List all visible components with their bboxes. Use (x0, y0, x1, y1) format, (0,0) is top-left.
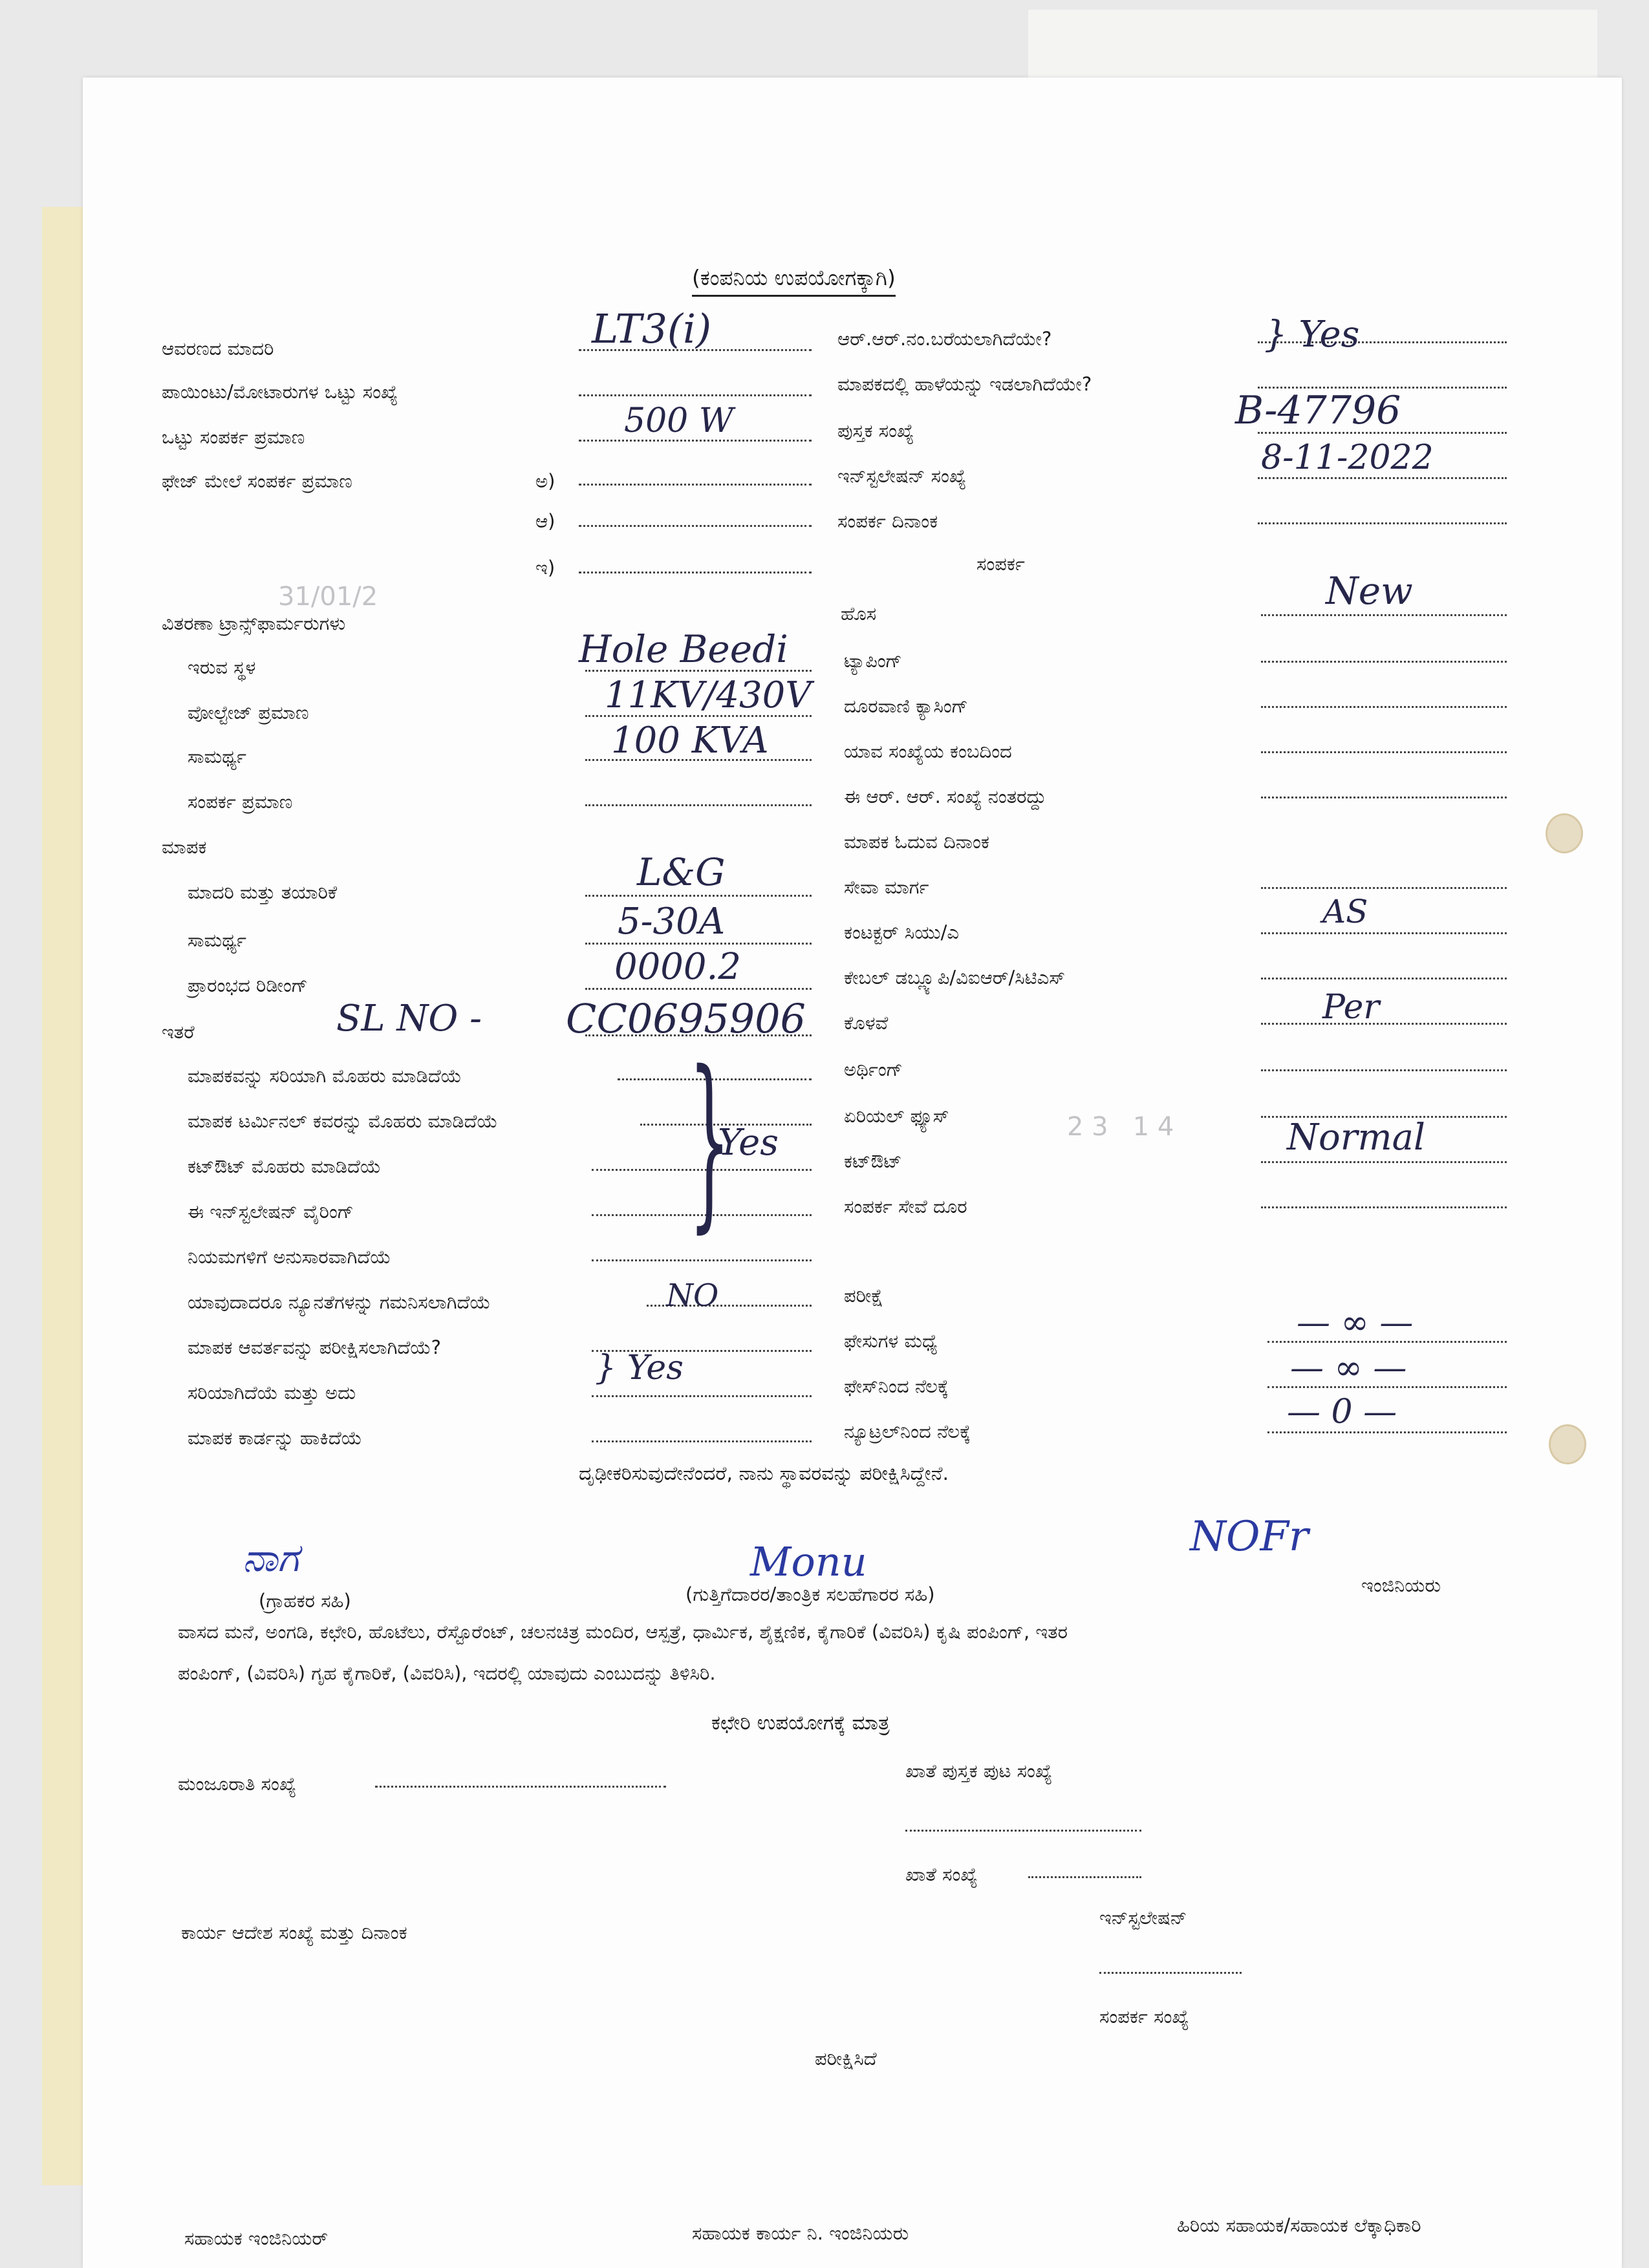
label-initial-reading: ಪ್ರಾರಂಭದ ರಿಡೀಂಗ್ (188, 974, 308, 996)
footer-aee: ಸಹಾಯಕ ಕಾರ್ಯ ನಿ. ಇಂಜಿನಿಯರು (692, 2222, 909, 2244)
customer-sign-label: (ಗ್ರಾಹಕರ ಸಹಿ) (259, 1590, 351, 1612)
label-transformers: ವಿತರಣಾ ಟ್ರಾನ್ಸ್‌ಫಾರ್ಮರುಗಳು (162, 612, 346, 634)
label-phone-casing: ದೂರವಾಣಿ ಕ್ಯಾಸಿಂಗ್ (844, 695, 968, 717)
label-installation-no: ಇನ್‌ಸ್ಟಲೇಷನ್ ಸಂಖ್ಯೆ (837, 465, 967, 487)
label-aerial-fuse: ಏರಿಯಲ್ ಫ್ಯೂಸ್ (844, 1105, 949, 1127)
label-others: ಇತರೆ (162, 1021, 195, 1043)
punch-hole (1549, 1424, 1586, 1464)
field-line (585, 988, 812, 990)
label-account-no: ಖಾತೆ ಸಂಖ್ಯೆ (905, 1863, 978, 1885)
label-phase-a: ಅ) (535, 470, 555, 492)
handwritten-book-no: B-47796 (1235, 388, 1401, 433)
label-tapping: ಟ್ಯಾಪಿಂಗ್ (844, 650, 902, 672)
field-line (1261, 751, 1507, 753)
faint-stamp: 31/01/2 (278, 582, 378, 612)
label-connection: ಸಂಪರ್ಕ (976, 553, 1025, 575)
handwritten-model: LT3(i) (592, 305, 712, 352)
handwritten-capacity: 100 KVA (611, 720, 769, 762)
label-reading-date: ಮಾಪಕ ಓದುವ ದಿನಾಂಕ (844, 831, 989, 853)
label-phase-earth: ಫೇಸ್‌ನಿಂದ ನೆಲಕ್ಕೆ (844, 1375, 949, 1397)
label-rules: ನಿಯಮಗಳಿಗೆ ಅನುಸಾರವಾಗಿದೆಯೆ (188, 1246, 391, 1268)
field-line (1261, 797, 1507, 798)
usage-line-1: ವಾಸದ ಮನೆ, ಅಂಗಡಿ, ಕಛೇರಿ, ಹೊಟೆಲು, ರೆಸ್ಟೊರೆಂಟ್, ಚಲನಚಿತ್ರ ಮಂದಿರ, ಆಸ್ಪತ್ರೆ, ಧಾರ್ಮಿಕ, ಶೈಕ್ಷಣಿಕ, ಕೈಗಾರಿಕೆ (ವಿವರಿಸಿ) ಕೃಷಿ ಪಂಪಿಂಗ್, ಇತರ (178, 1621, 1068, 1643)
label-between-phases: ಫೇಸುಗಳ ಮಧ್ಯೆ (844, 1330, 938, 1352)
label-total-load: ಒಟ್ಟು ಸಂಪರ್ಕ ಪ್ರಮಾಣ (162, 426, 305, 448)
label-phase-b: ಆ) (535, 510, 555, 532)
handwritten-meter-capacity: 5-30A (618, 901, 726, 943)
field-line (585, 943, 812, 945)
label-points-total: ಪಾಯಿಂಟು/ಮೋಟಾರುಗಳ ಒಟ್ಟು ಸಂಖ್ಯೆ (162, 381, 398, 403)
declaration: ದೃಢೀಕರಿಸುವುದೇನೆಂದರೆ, ನಾನು ಸ್ಥಾವರವನ್ನು ಪರೀಕ್ಷಿಸಿದ್ದೇನೆ. (579, 1462, 949, 1485)
label-meter-capacity: ಸಾಮರ್ಥ್ಯ (188, 929, 246, 951)
label-conn-date: ಸಂಪರ್ಕ ದಿನಾಂಕ (837, 510, 938, 532)
label-checked: ಪರೀಕ್ಷಿಸಿದೆ (815, 2048, 877, 2070)
handwritten-rotation-yes: } Yes (595, 1349, 684, 1387)
handwritten-initial-reading: 0000.2 (614, 946, 741, 988)
field-line (1099, 1972, 1242, 1974)
handwritten-location: Hole Beedi (579, 627, 788, 671)
label-ledger-page: ಖಾತೆ ಪುಸ್ತಕ ಪುಟ ಸಂಖ್ಯೆ (905, 1760, 1053, 1782)
field-line (592, 1259, 812, 1261)
handwritten-seal-yes: Yes (718, 1122, 779, 1164)
field-line (1261, 978, 1507, 979)
label-phase-load: ಫೇಜ್ ಮೇಲೆ ಸಂಪರ್ಕ ಪ್ರಮಾಣ (162, 470, 352, 492)
footer-accounts: ಹಿರಿಯ ಸಹಾಯಕ/ಸಹಾಯಕ ಲೆಕ್ಕಾಧಿಕಾರಿ (1177, 2214, 1421, 2236)
label-meter-card: ಮಾಪಕ ಕಾರ್ಡನ್ನು ಹಾಕಿದೆಯೆ (188, 1427, 362, 1449)
faint-stamp: 2 3 1 4 (1067, 1112, 1174, 1142)
label-contactor: ಕಂಟಕ್ಟರ್ ಸಿಯು/ಎ (844, 921, 959, 943)
label-model: ಆವರಣದ ಮಾದರಿ (162, 337, 274, 359)
handwritten-phase-earth: — ∞ — (1290, 1349, 1407, 1387)
field-line (1028, 1876, 1141, 1878)
engineer-sign-label: ಇಂಜಿನಿಯರು (1361, 1574, 1441, 1596)
field-line (1261, 932, 1507, 934)
handwritten-total-load: 500 W (624, 401, 734, 440)
label-terminal-sealed: ಮಾಪಕ ಟರ್ಮಿನಲ್ ಕವರನ್ನು ಮೊಹರು ಮಾಡಿದೆಯೆ (188, 1110, 498, 1132)
field-line (579, 525, 812, 527)
label-meter: ಮಾಪಕ (162, 836, 207, 858)
field-line (1261, 1206, 1507, 1208)
field-line (1258, 477, 1507, 479)
handwritten-new: New (1326, 569, 1413, 613)
label-distance: ಸಂಪರ್ಕ ಸೇವೆ ದೂರ (844, 1195, 967, 1217)
label-cutout-sealed: ಕಟ್‌ಔಟ್ ಮೊಹರು ಮಾಡಿದೆಯೆ (188, 1155, 382, 1177)
field-line (1258, 522, 1507, 524)
label-neutral-earth: ನ್ಯೂಟ್ರಲ್‌ನಿಂದ ನೆಲಕ್ಕೆ (844, 1420, 971, 1442)
handwritten-voltage: 11KV/430V (605, 674, 812, 716)
page-title: (ಕಂಪನಿಯ ಉಪಯೋಗಕ್ಕಾಗಿ) (692, 265, 896, 297)
label-rr-written: ಆರ್.ಆರ್.ನಂ.ಬರೆಯಲಾಗಿದೆಯೇ? (837, 328, 1052, 350)
field-line (585, 804, 812, 806)
field-line (1261, 1023, 1507, 1025)
label-make: ಮಾದರಿ ಮತ್ತು ತಯಾರಿಕೆ (188, 881, 338, 903)
label-defects: ಯಾವುದಾದರೂ ನ್ಯೂನತೆಗಳನ್ನು ಗಮನಿಸಲಾಗಿದೆಯೆ (188, 1291, 491, 1313)
label-rr-cancel: ಈ ಆರ್. ಆರ್. ಸಂಖ್ಯೆ ನಂತರದ್ದು (844, 786, 1047, 808)
handwritten-contactor: AS (1322, 893, 1368, 930)
handwritten-serial: CC0695906 (566, 995, 806, 1042)
label-conn-load: ಸಂಪರ್ಕ ಪ್ರಮಾಣ (188, 791, 293, 813)
handwritten-make: L&G (637, 850, 726, 894)
label-earthing: ಅರ್ಥಿಂಗ್ (844, 1058, 903, 1080)
field-line (579, 484, 812, 486)
label-work-order: ಕಾರ್ಯ ಆದೇಶ ಸಂಖ್ಯೆ ಮತ್ತು ದಿನಾಂಕ (181, 1921, 407, 1943)
field-line (592, 1440, 812, 1442)
label-sealed: ಮಾಪಕವನ್ನು ಸರಿಯಾಗಿ ಮೊಹರು ಮಾಡಿದೆಯೆ (188, 1065, 462, 1087)
label-voltage: ವೋಲ್ಟೇಜ್ ಪ್ರಮಾಣ (188, 701, 309, 723)
field-line (585, 895, 812, 897)
field-line (1261, 1069, 1507, 1071)
usage-line-2: ಪಂಪಿಂಗ್, (ವಿವರಿಸಿ) ಗೃಹ ಕೈಗಾರಿಕೆ, (ವಿವರಿಸಿ), ಇದರಲ್ಲಿ ಯಾವುದು ಎಂಬುದನ್ನು ತಿಳಿಸಿರಿ. (178, 1662, 716, 1684)
label-service-route: ಸೇವಾ ಮಾರ್ಗ (844, 876, 929, 898)
label-phase-c: ಇ) (535, 557, 555, 579)
handwritten-installation-date: 8-11-2022 (1261, 438, 1434, 477)
label-test: ಪರೀಕ್ಷೆ (844, 1285, 883, 1307)
field-line (1267, 1431, 1507, 1433)
label-book-no: ಪುಸ್ತಕ ಸಂಖ್ಯೆ (837, 420, 914, 442)
handwritten-brace: } (688, 1032, 731, 1250)
field-line (1261, 1161, 1507, 1163)
label-pipe: ಕೊಳವೆ (844, 1012, 889, 1034)
label-pole-no: ಯಾವ ಸಂಖ್ಯೆಯ ಕಂಬದಿಂದ (844, 740, 1012, 762)
footer-ae: ಸಹಾಯಕ ಇಂಜಿನಿಯರ್ (184, 2227, 329, 2249)
field-line (1261, 661, 1507, 663)
label-new: ಹೊಸ (841, 603, 877, 625)
handwritten-rr-yes: } Yes (1264, 314, 1360, 356)
label-capacity: ಸಾಮರ್ಥ್ಯ (188, 745, 246, 767)
label-placed: ಮಾಪಕದಲ್ಲಿ ಹಾಳೆಯನ್ನು ಇಡಲಾಗಿದೆಯೇ? (837, 373, 1092, 395)
handwritten-cutout: Normal (1287, 1117, 1425, 1159)
handwritten-neutral-earth: — 0 — (1287, 1393, 1397, 1431)
label-installation: ಇನ್‌ಸ್ಟಲೇಷನ್ (1099, 1907, 1187, 1929)
customer-signature: ನಾಗ (242, 1535, 299, 1581)
label-cutout: ಕಟ್‌ಔಟ್ (844, 1150, 902, 1172)
field-line (592, 1395, 812, 1397)
contractor-sign-label: (ಗುತ್ತಿಗೆದಾರರ/ತಾಂತ್ರಿಕ ಸಲಹೆಗಾರರ ಸಹಿ) (685, 1583, 935, 1605)
field-line (1261, 706, 1507, 708)
contractor-signature: Monu (750, 1538, 867, 1585)
field-line (905, 1830, 1141, 1832)
field-line (375, 1786, 666, 1788)
field-line (1261, 887, 1507, 889)
office-use-heading: ಕಛೇರಿ ಉಪಯೋಗಕ್ಕೆ ಮಾತ್ರ (711, 1711, 890, 1735)
label-conn-no: ಸಂಪರ್ಕ ಸಂಖ್ಯೆ (1099, 2006, 1189, 2027)
label-cable: ಕೇಬಲ್ ಡಬ್ಲ್ಯೂಪಿ/ವಿಐಆರ್/ಸಿಟಿಎಸ್ (844, 967, 1066, 989)
engineer-signature: NOFr (1190, 1513, 1309, 1561)
label-correct: ಸರಿಯಾಗಿದೆಯೆ ಮತ್ತು ಅದು (188, 1382, 356, 1404)
handwritten-defects: NO (666, 1278, 719, 1314)
field-line (579, 394, 812, 396)
punch-hole (1546, 813, 1583, 853)
handwritten-sl-no: SL NO - (336, 998, 482, 1040)
field-line (1261, 614, 1507, 616)
label-rotation: ಮಾಪಕ ಆವರ್ತವನ್ನು ಪರೀಕ್ಷಿಸಲಾಗಿದೆಯೆ? (188, 1336, 442, 1358)
label-location: ಇರುವ ಸ್ಥಳ (188, 656, 256, 678)
label-sanction-no: ಮಂಜೂರಾತಿ ಸಂಖ್ಯೆ (178, 1773, 297, 1795)
handwritten-pipe: Per (1322, 988, 1380, 1027)
field-line (579, 572, 812, 573)
label-wiring: ಈ ಇನ್‌ಸ್ಟಲೇಷನ್ ವೈರಿಂಗ್ (188, 1201, 354, 1223)
handwritten-between-phases: — ∞ — (1297, 1303, 1414, 1342)
